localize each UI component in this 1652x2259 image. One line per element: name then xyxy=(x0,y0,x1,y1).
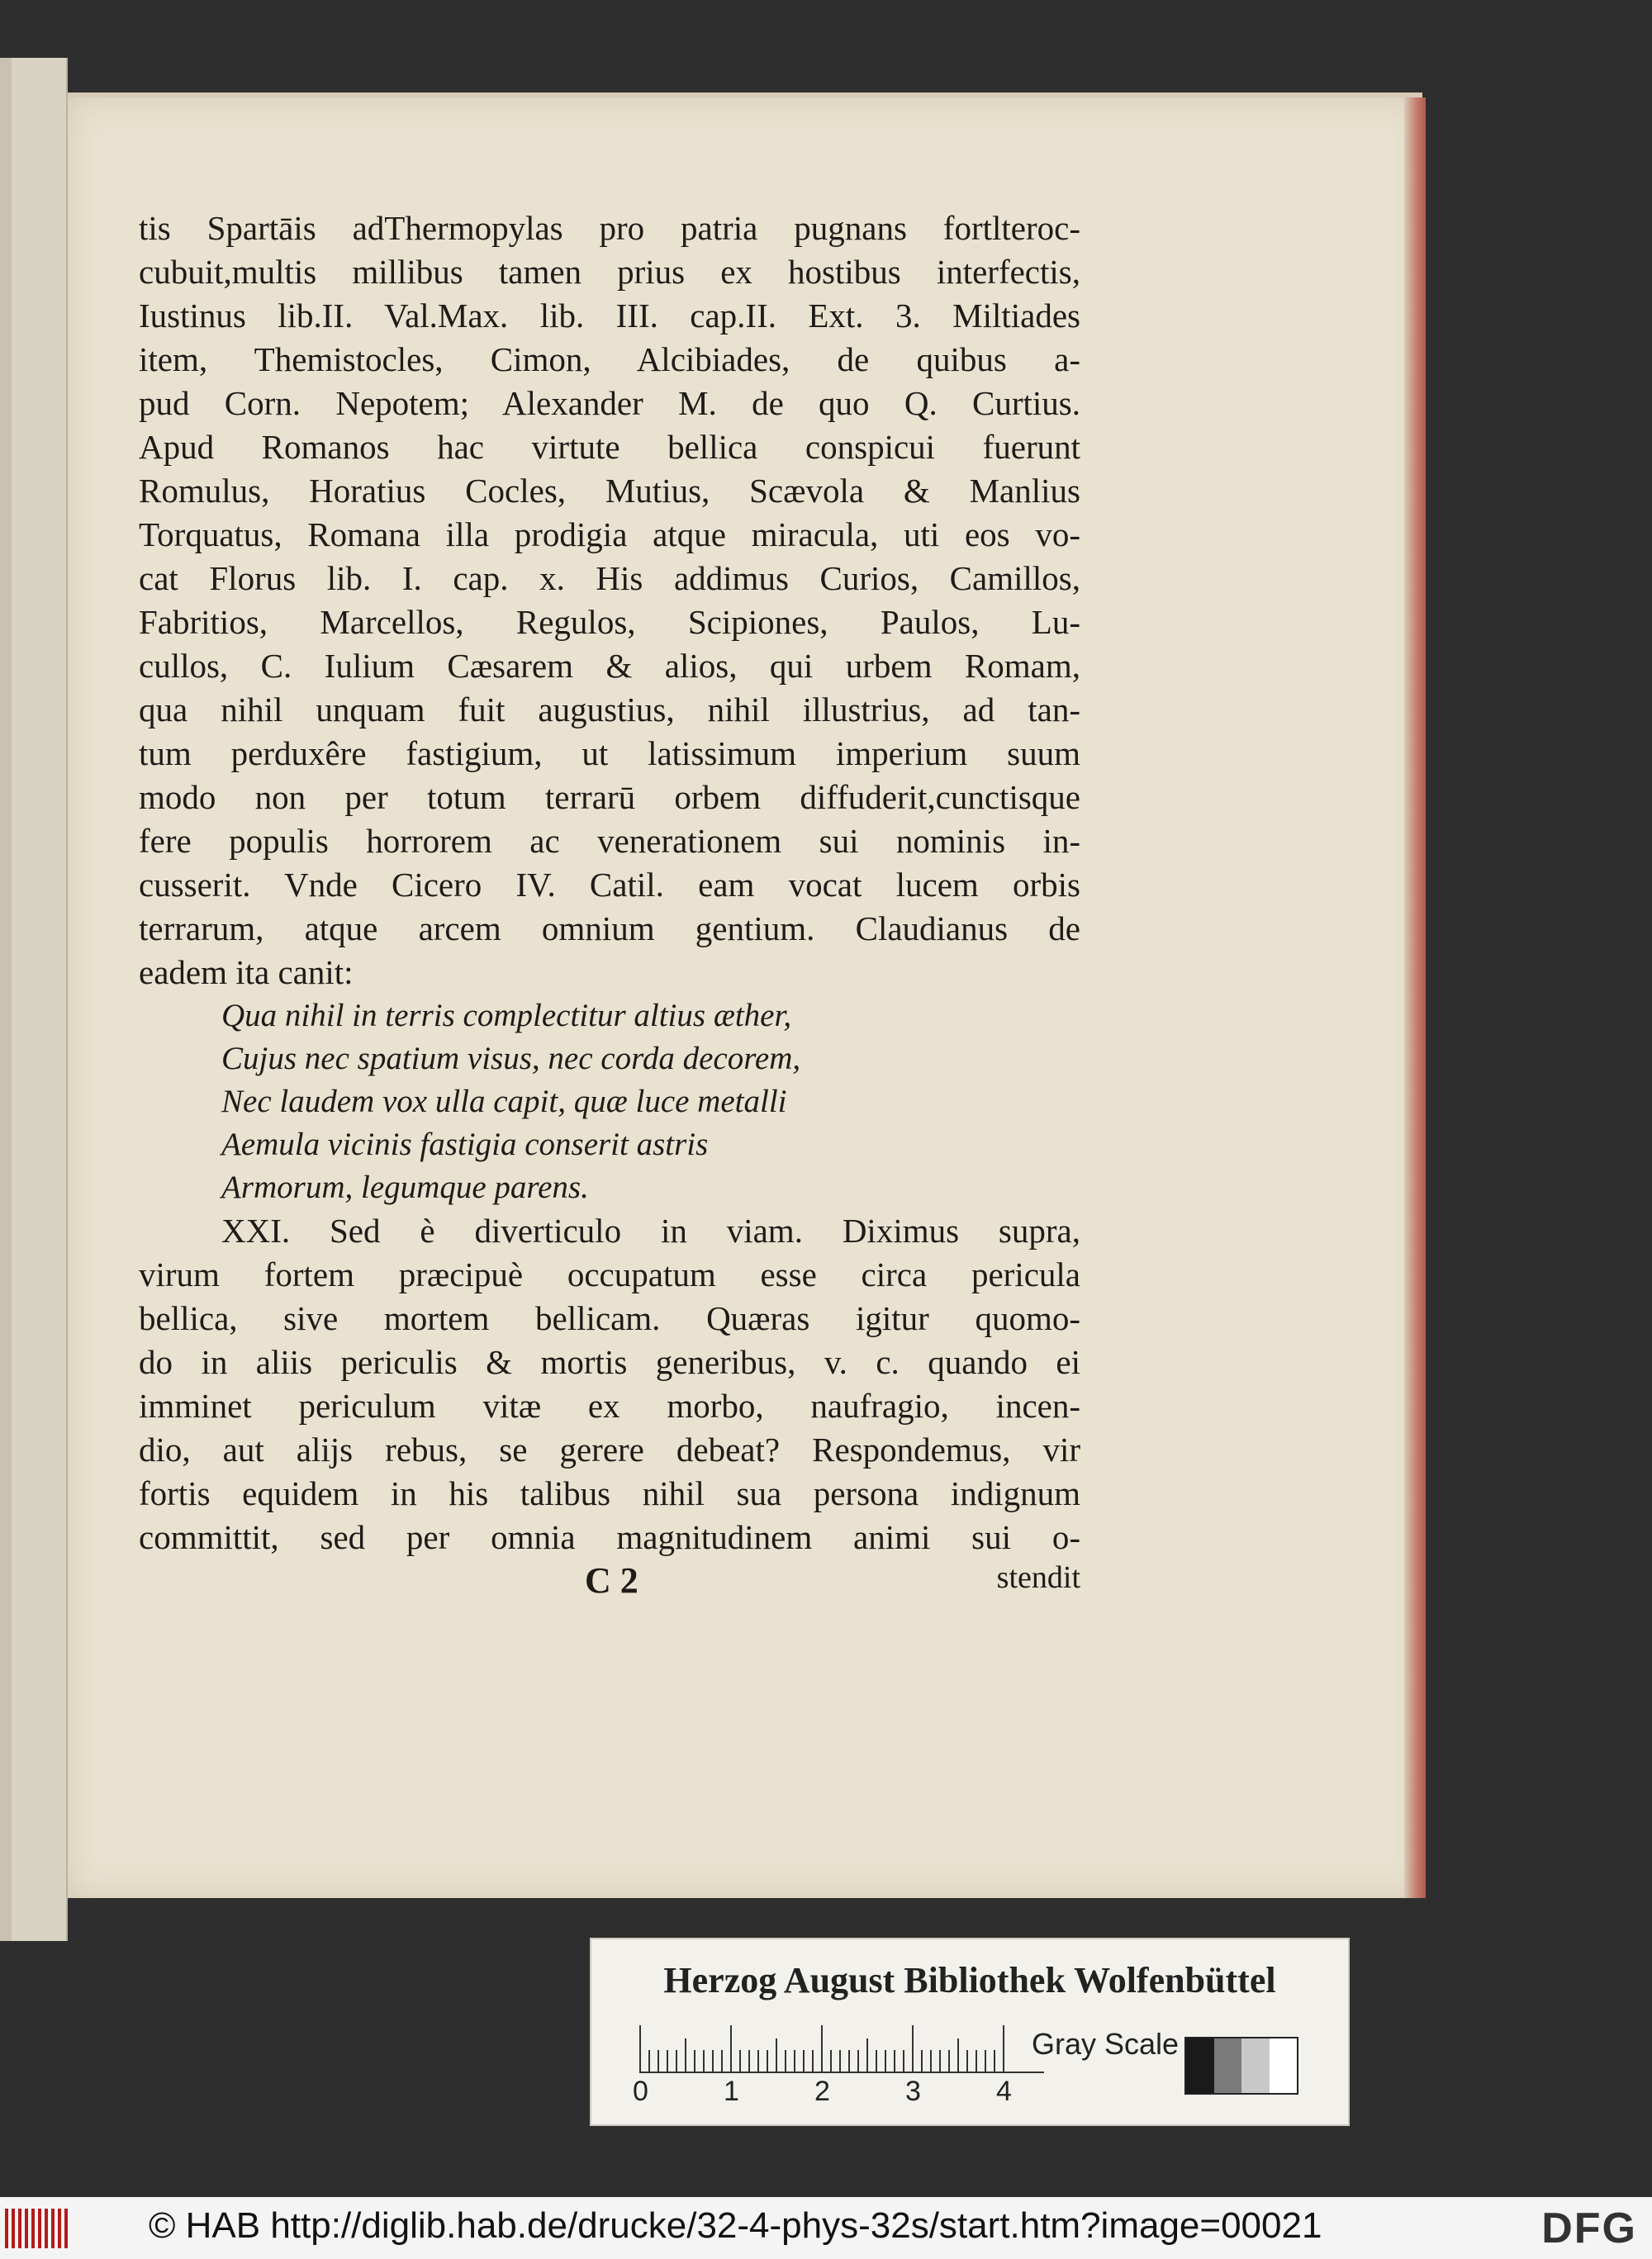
ruler-tick xyxy=(957,2038,959,2072)
text-line: do in aliis periculis & mortis generibus, v. c. quando ei xyxy=(139,1343,1080,1381)
ruler-tick xyxy=(976,2050,977,2072)
swatch xyxy=(1214,2038,1242,2093)
ruler-tick xyxy=(703,2050,705,2072)
ruler-tick xyxy=(894,2050,895,2072)
ruler-tick xyxy=(948,2050,950,2072)
ruler-tick xyxy=(903,2050,904,2072)
ruler-tick xyxy=(648,2050,650,2072)
ruler-tick xyxy=(1003,2025,1004,2072)
barcode-icon xyxy=(5,2209,68,2248)
page-text xyxy=(139,206,1080,1559)
ruler-tick xyxy=(767,2050,768,2072)
swatch xyxy=(1270,2038,1298,2093)
text-line: Romulus, Horatius Cocles, Mutius, Scævola & Manlius xyxy=(139,472,1080,510)
catchword: stendit xyxy=(996,1560,1080,1595)
footer-bar xyxy=(0,2197,1652,2259)
library-name: Herzog August Bibliothek Wolfenbüttel xyxy=(663,1960,1276,2000)
text-line: item, Themistocles, Cimon, Alcibiades, de quibus a- xyxy=(139,340,1080,378)
ruler-tick xyxy=(730,2025,732,2072)
text-line: eadem ita canit: xyxy=(139,953,354,991)
swatch xyxy=(1241,2038,1270,2093)
ruler-tick xyxy=(839,2050,841,2072)
ruler-tick xyxy=(639,2025,641,2072)
ruler-tick xyxy=(812,2050,814,2072)
text-line: cubuit,multis millibus tamen prius ex hostibus interfectis, xyxy=(139,253,1080,291)
ruler-tick xyxy=(721,2050,723,2072)
verse-line: Cujus nec spatium visus, nec corda decorem, xyxy=(221,1041,801,1076)
ruler-tick xyxy=(667,2050,668,2072)
page-red-edge xyxy=(1404,97,1426,1898)
ruler-tick xyxy=(694,2050,695,2072)
ruler-tick xyxy=(794,2050,795,2072)
ruler-number: 3 xyxy=(905,2076,921,2107)
ruler-tick xyxy=(748,2050,750,2072)
ruler-tick xyxy=(912,2025,914,2072)
ruler-tick xyxy=(757,2050,759,2072)
verse-line: Qua nihil in terris complectitur altius æther, xyxy=(221,998,792,1033)
text-line: cat Florus lib. I. cap. x. His addimus Curios, Camillos, xyxy=(139,559,1080,597)
text-line: dio, aut alijs rebus, se gerere debeat? Respondemus, vir xyxy=(139,1431,1080,1469)
verse-line: Nec laudem vox ulla capit, quæ luce metalli xyxy=(221,1084,787,1119)
text-line: Apud Romanos hac virtute bellica conspicui fuerunt xyxy=(139,428,1080,466)
text-line: XXI. Sed è diverticulo in viam. Diximus supra, xyxy=(221,1212,1080,1250)
ruler-tick xyxy=(712,2050,714,2072)
ruler-tick xyxy=(776,2038,777,2072)
ruler-tick xyxy=(921,2050,923,2072)
text-line: cullos, C. Iulium Cæsarem & alios, qui urbem Romam, xyxy=(139,647,1080,685)
ruler-tick xyxy=(803,2050,805,2072)
text-line: virum fortem præcipuè occupatum esse circa pericula xyxy=(139,1255,1080,1293)
verse-line: Aemula vicinis fastigia conserit astris xyxy=(221,1127,709,1162)
ruler-tick xyxy=(930,2050,932,2072)
ruler-number: 0 xyxy=(633,2076,648,2107)
ruler-tick xyxy=(657,2050,659,2072)
text-line: tum perduxêre fastigium, ut latissimum imperium suum xyxy=(139,734,1080,772)
text-line: Fabritios, Marcellos, Regulos, Scipiones, Paulos, Lu- xyxy=(139,603,1080,641)
page-footer xyxy=(139,1559,1080,1601)
text-line: cusserit. Vnde Cicero IV. Catil. eam vocat lucem orbis xyxy=(139,866,1080,904)
ruler-tick xyxy=(676,2050,677,2072)
ruler-tick xyxy=(830,2050,832,2072)
ruler-number: 1 xyxy=(724,2076,739,2107)
ruler-tick xyxy=(739,2050,741,2072)
ruler-tick xyxy=(994,2050,995,2072)
ruler-tick xyxy=(821,2025,823,2072)
text-line: Torquatus, Romana illa prodigia atque miracula, uti eos vo- xyxy=(139,515,1080,553)
text-line: committit, sed per omnia magnitudinem animi sui o- xyxy=(139,1518,1080,1556)
ruler-tick xyxy=(685,2038,686,2072)
copyright-url: © HAB http://diglib.hab.de/drucke/32-4-phys-32s/start.htm?image=00021 xyxy=(149,2205,1322,2246)
ruler-tick xyxy=(857,2050,859,2072)
gray-scale-swatches xyxy=(1184,2037,1298,2095)
text-line: fortis equidem in his talibus nihil sua persona indignum xyxy=(139,1474,1080,1512)
text-line: imminet periculum vitæ ex morbo, naufragio, incen- xyxy=(139,1387,1080,1425)
scale-ruler xyxy=(639,2022,1044,2073)
ruler-number: 4 xyxy=(996,2076,1012,2107)
text-line: modo non per totum terrarū orbem diffuderit,cunctisque xyxy=(139,778,1080,816)
left-page-fore-edge xyxy=(0,58,12,1941)
ruler-tick xyxy=(985,2050,986,2072)
ruler-tick xyxy=(966,2050,968,2072)
ruler-tick xyxy=(885,2050,886,2072)
ruler-tick xyxy=(866,2038,868,2072)
text-line: qua nihil unquam fuit augustius, nihil illustrius, ad tan- xyxy=(139,691,1080,728)
signature-mark: C 2 xyxy=(585,1560,638,1601)
verse-line: Armorum, legumque parens. xyxy=(221,1170,589,1205)
ruler-number: 2 xyxy=(814,2076,830,2107)
text-line: Iustinus lib.II. Val.Max. lib. III. cap.II. Ext. 3. Miltiades xyxy=(139,297,1080,335)
text-line: tis Spartāis adThermopylas pro patria pugnans fortlteroc- xyxy=(139,209,1080,247)
dfg-logo: DFG xyxy=(1541,2204,1637,2252)
text-line: fere populis horrorem ac venerationem sui nominis in- xyxy=(139,822,1080,860)
gray-scale-label: Gray Scale xyxy=(1032,2027,1180,2061)
swatch xyxy=(1186,2038,1214,2093)
ruler-tick xyxy=(785,2050,786,2072)
ruler-tick xyxy=(848,2050,850,2072)
ruler-tick xyxy=(939,2050,941,2072)
text-line: bellica, sive mortem bellicam. Quæras igitur quomo- xyxy=(139,1299,1080,1337)
ruler-tick xyxy=(876,2050,877,2072)
text-line: pud Corn. Nepotem; Alexander M. de quo Q. Curtius. xyxy=(139,384,1080,422)
text-line: terrarum, atque arcem omnium gentium. Claudianus de xyxy=(139,909,1080,947)
library-label xyxy=(590,1938,1350,2126)
